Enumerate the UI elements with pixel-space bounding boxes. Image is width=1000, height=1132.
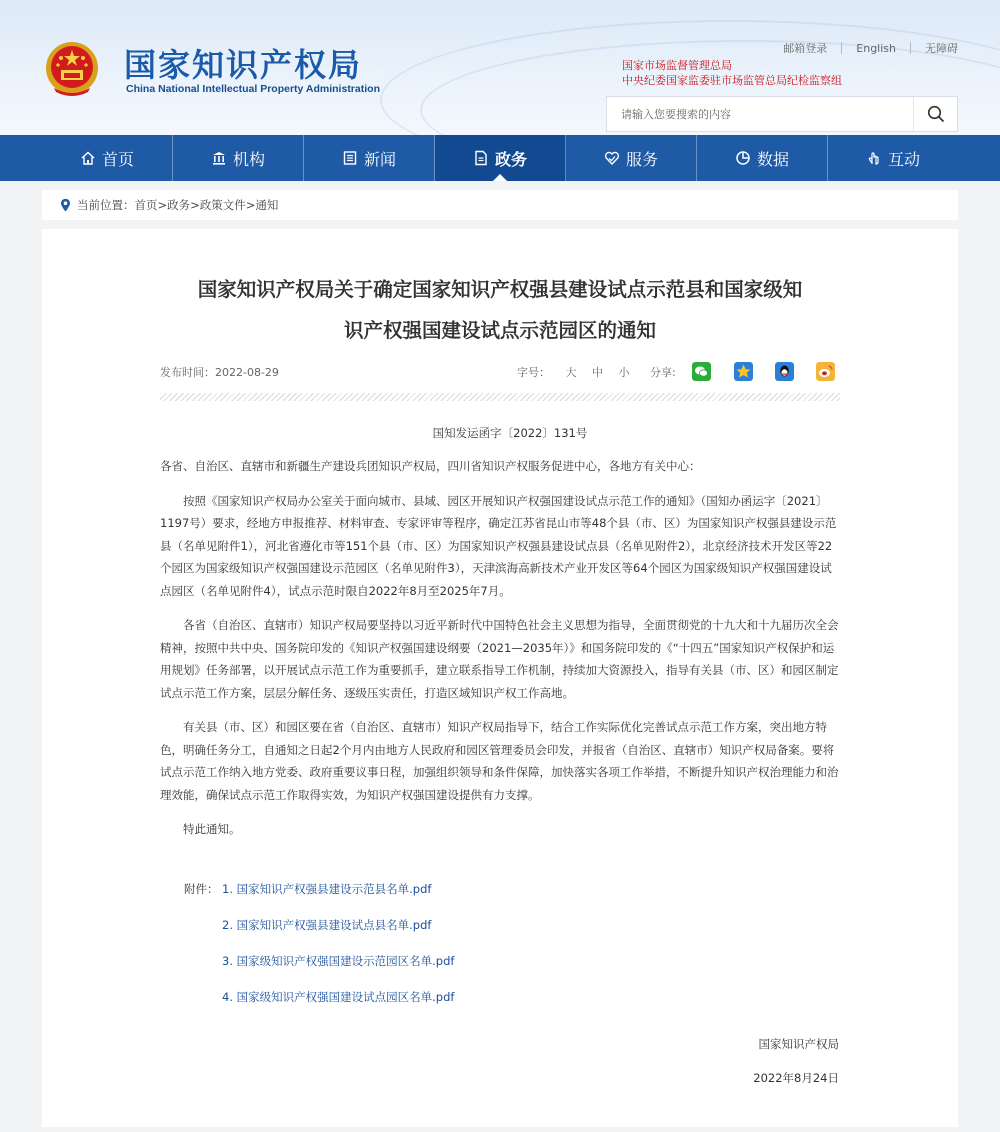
- qzone-share-icon[interactable]: [734, 362, 753, 381]
- article-paragraph: 有关县（市、区）和园区要在省（自治区、直辖市）知识产权局指导下，结合工作实际优化完善试点示范工作方案，突出地方特色，明确任务分工，自通知之日起2个月内由地方人民政府和园区管理委员会印发，并报省（自治区、直辖市）知识产权局备案。要将试点示范工作纳入地方党委、政府重要议事日程，加强组织领导和条件保障，加快落实各项工作举措，不断提升知识产权治理能力和治理效能，确保试点示范工作取得实效，为知识产权强国建设提供有力支撑。: [160, 720, 839, 802]
- closing-note: 特此通知。: [183, 822, 241, 836]
- nav-item-label: 政务: [494, 149, 527, 169]
- attachments: [184, 881, 454, 1025]
- article-paragraph: 按照《国家知识产权局办公室关于面向城市、县域、园区开展知识产权强国建设试点示范工作的通知》（国知办函运字〔2021〕1197号）要求，经地方申报推荐、材料审查、专家评审等程序，确定江苏省昆山市等48个县（市、区）为国家知识产权强县建设示范县（名单见附件1），河北省遵化市等151个县（市、区）为国家知识产权强县建设试点县（名单见附件2），北京经济技术开发区等22个园区为国家级知识产权强国建设示范园区（名单见附件3），天津滨海高新技术产业开发区等64个园区为国家级知识产权强国建设试点园区（名单见附件4），试点示范时限自2022年8月至2025年7月。: [160, 493, 837, 598]
- font-size-small-button[interactable]: 小: [618, 366, 630, 379]
- salutation: 各省、自治区、直辖市和新疆生产建设兵团知识产权局，四川省知识产权服务促进中心，各地方有关中心：: [160, 459, 701, 473]
- divider: [910, 42, 911, 54]
- attachment-row: [184, 989, 454, 1025]
- wechat-share-icon[interactable]: [692, 362, 711, 381]
- national-emblem-icon[interactable]: [44, 40, 100, 98]
- nav-item-institution[interactable]: [173, 135, 304, 181]
- font-size-label: 字号：: [517, 366, 550, 379]
- top-links: [783, 40, 958, 56]
- nav-item-data[interactable]: [697, 135, 828, 181]
- nav-item-home[interactable]: [42, 135, 173, 181]
- breadcrumb: [42, 190, 958, 220]
- hand-pointer-icon: [866, 150, 882, 166]
- nav-item-label: 机构: [232, 149, 265, 169]
- english-link[interactable]: English: [856, 41, 896, 55]
- nav-item-news[interactable]: [304, 135, 435, 181]
- signature: [753, 1027, 839, 1095]
- font-size-medium-button[interactable]: 中: [592, 366, 603, 379]
- article-meta: [160, 362, 840, 382]
- qq-share-icon[interactable]: [775, 362, 794, 381]
- publish-date-value: 2022-08-29: [215, 366, 279, 379]
- location-pin-icon: [60, 198, 71, 212]
- attachment-link-2[interactable]: 2. 国家知识产权强县建设试点县名单.pdf: [222, 918, 432, 932]
- article-title-line: 识产权强国建设试点示范园区的通知: [343, 319, 656, 342]
- attachment-link-4[interactable]: 4. 国家级知识产权强国建设试点园区名单.pdf: [222, 990, 455, 1004]
- site-name-en[interactable]: China National Intellectual Property Administration: [126, 83, 380, 95]
- search-button[interactable]: [913, 97, 957, 131]
- home-icon: [80, 150, 96, 166]
- accessibility-link[interactable]: 无障碍: [925, 42, 958, 55]
- nav-item-interaction[interactable]: [828, 135, 958, 181]
- divider: [841, 42, 842, 54]
- document-icon: [473, 150, 489, 166]
- font-size-large-button[interactable]: 大: [565, 366, 577, 379]
- article-title-line: 国家知识产权局关于确定国家知识产权强县建设试点示范县和国家级知: [197, 278, 803, 301]
- attachment-link-3[interactable]: 3. 国家级知识产权强国建设示范园区名单.pdf: [222, 954, 455, 968]
- pie-chart-icon: [735, 150, 751, 166]
- main-nav: [0, 135, 1000, 181]
- article-body: [160, 455, 842, 853]
- nav-item-label: 新闻: [363, 149, 396, 169]
- service-heart-icon: [604, 150, 620, 166]
- mail-login-link[interactable]: 邮箱登录: [783, 42, 828, 55]
- breadcrumb-text[interactable]: 当前位置：首页>政务>政策文件>通知: [77, 198, 279, 212]
- site-name-cn[interactable]: 国家知识产权局: [124, 46, 363, 84]
- nav-item-government[interactable]: [435, 135, 566, 181]
- news-icon: [342, 150, 358, 166]
- nav-item-label: 互动: [887, 149, 920, 169]
- search-input[interactable]: [607, 97, 913, 131]
- article-title: [160, 269, 840, 351]
- signature-org: 国家知识产权局: [758, 1037, 839, 1051]
- search-icon: [927, 105, 945, 123]
- affiliated-orgs: [622, 58, 842, 88]
- institution-icon: [211, 150, 227, 166]
- publish-label: 发布时间：: [160, 366, 215, 379]
- publish-date: [160, 364, 279, 380]
- article-paragraph: 各省（自治区、直辖市）知识产权局要坚持以习近平新时代中国特色社会主义思想为指导，全面贯彻党的十九大和十九届历次全会精神，按照中共中央、国务院印发的《知识产权强国建设纲要（2021—2035年）》和国务院印发的《“十四五”国家知识产权保护和运用规划》任务部署，以开展试点示范工作为重要抓手，建立联系指导工作机制，持续加大资源投入，指导有关县（市、区）和园区制定试点示范工作方案，层层分解任务、逐级压实责任，打造区域知识产权工作高地。: [160, 618, 839, 700]
- attachment-row: [184, 953, 454, 989]
- document-number: 国知发运函字〔2022〕131号: [432, 426, 588, 440]
- attachments-label: 附件：: [184, 882, 219, 896]
- nav-item-label: 服务: [625, 149, 658, 169]
- site-header: [0, 0, 1000, 135]
- org-link-samr[interactable]: 国家市场监督管理总局: [622, 59, 732, 72]
- nav-item-label: 数据: [756, 149, 789, 169]
- org-link-discipline[interactable]: 中央纪委国家监委驻市场监管总局纪检监察组: [622, 74, 842, 87]
- attachment-row: [184, 917, 454, 953]
- article-container: [42, 229, 958, 1127]
- nav-item-service[interactable]: [566, 135, 697, 181]
- search-box: [606, 96, 958, 132]
- attachment-row: [184, 881, 454, 917]
- share-label: 分享:: [650, 366, 676, 379]
- font-size-control: [517, 364, 630, 380]
- divider-stripe: [160, 393, 840, 401]
- signature-date: 2022年8月24日: [753, 1071, 839, 1085]
- weibo-share-icon[interactable]: [816, 362, 835, 381]
- attachment-link-1[interactable]: 1. 国家知识产权强县建设示范县名单.pdf: [222, 882, 432, 896]
- nav-item-label: 首页: [101, 149, 134, 169]
